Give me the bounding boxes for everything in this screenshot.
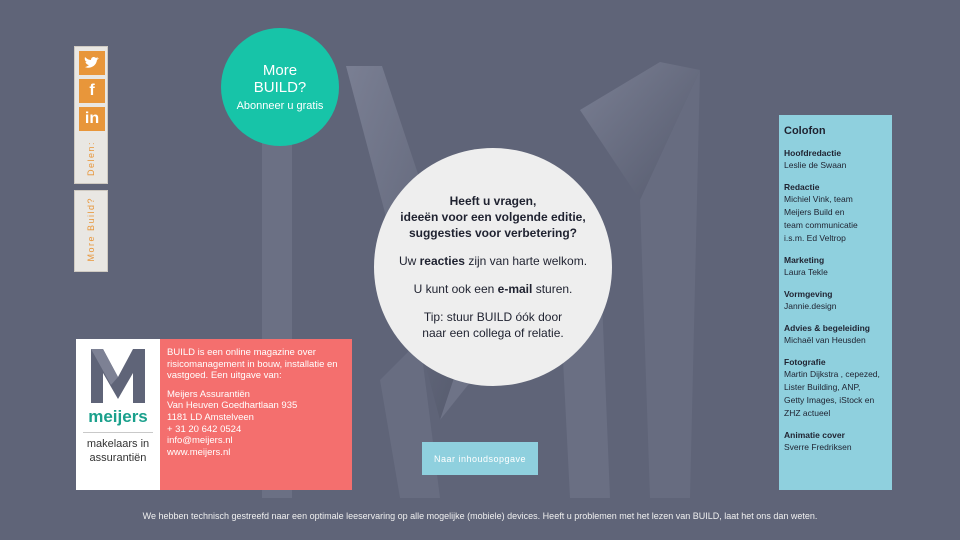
subscribe-title-2: BUILD? bbox=[253, 79, 307, 96]
colofon-value: Lister Building, ANP, bbox=[784, 382, 861, 392]
colofon-value: ZHZ actueel bbox=[784, 408, 831, 418]
publisher-street: Van Heuven Goedhartlaan 935 bbox=[167, 400, 298, 412]
colofon-value: Jannie.design bbox=[784, 301, 837, 311]
publisher-city: 1181 LD Amstelveen bbox=[167, 411, 254, 423]
publisher-company: Meijers Assurantiën bbox=[167, 388, 250, 400]
footer-notice: We hebben technisch gestreefd naar een optimale leeservaring op alle mogelijke (mobiele) devices. Heeft u problemen met het lezen van BUILD, laat het ons dan weten. bbox=[142, 511, 818, 521]
colofon-heading: Advies & begeleiding bbox=[784, 323, 870, 333]
colofon-section bbox=[784, 181, 887, 245]
colofon-title: Colofon bbox=[784, 125, 826, 137]
publisher-website[interactable]: www.meijers.nl bbox=[167, 446, 231, 458]
colofon-section bbox=[784, 254, 887, 279]
subscribe-button[interactable] bbox=[221, 28, 339, 146]
colofon-value: Michaël van Heusden bbox=[784, 335, 866, 345]
colofon-value: Laura Tekle bbox=[784, 267, 828, 277]
colofon-section bbox=[784, 147, 887, 172]
publisher-intro: BUILD is een online magazine over risicomanagement in bouw, installatie en vastgoed. Een uitgave van: bbox=[167, 347, 338, 382]
subscribe-title-1: More bbox=[262, 62, 298, 79]
colofon-value: Sverre Fredriksen bbox=[784, 442, 852, 452]
colofon-value: Meijers Build en bbox=[784, 207, 845, 217]
table-of-contents-button[interactable]: Naar inhoudsopgave bbox=[422, 442, 538, 475]
email-text: U kunt ook een e-mail sturen. bbox=[413, 282, 573, 296]
meijers-m-logo-icon bbox=[89, 347, 147, 405]
tip-text: Tip: stuur BUILD óók door naar een collega of relatie. bbox=[422, 310, 564, 340]
logo-divider bbox=[83, 432, 153, 433]
more-build-label: More Build? bbox=[86, 197, 96, 262]
share-label: Delen: bbox=[86, 141, 96, 177]
contact-circle bbox=[374, 148, 612, 386]
twitter-icon[interactable] bbox=[79, 51, 105, 75]
colofon-value: Getty Images, iStock en bbox=[784, 395, 875, 405]
logo-subtitle: makelaars in assurantiën bbox=[86, 438, 150, 464]
share-strip bbox=[74, 46, 108, 184]
colofon-value: team communicatie bbox=[784, 220, 858, 230]
question-line-1: Heeft u vragen, bbox=[449, 194, 537, 208]
colofon-heading: Redactie bbox=[784, 182, 820, 192]
question-line-2: ideeën voor een volgende editie, bbox=[400, 210, 586, 224]
reactions-text: Uw reacties zijn van harte welkom. bbox=[398, 254, 588, 268]
logo-wordmark: meijers bbox=[88, 407, 148, 426]
colofon-section bbox=[784, 356, 887, 420]
colofon-heading: Animatie cover bbox=[784, 430, 845, 440]
colofon-heading: Vormgeving bbox=[784, 289, 833, 299]
colofon-heading: Hoofdredactie bbox=[784, 148, 842, 158]
colofon-section bbox=[784, 429, 887, 454]
publisher-phone[interactable]: + 31 20 642 0524 bbox=[167, 423, 242, 435]
colofon-section bbox=[784, 288, 887, 313]
colofon-value: Martin Dijkstra , cepezed, bbox=[784, 369, 880, 379]
colofon-value: i.s.m. Ed Veltrop bbox=[784, 233, 846, 243]
colofon-value: Leslie de Swaan bbox=[784, 160, 847, 170]
subscribe-subtitle: Abonneer u gratis bbox=[236, 100, 324, 112]
colofon-section bbox=[784, 322, 887, 347]
email-link[interactable]: e-mail bbox=[497, 282, 533, 296]
colofon-panel bbox=[779, 115, 892, 490]
reactions-link[interactable]: reacties bbox=[419, 254, 465, 268]
meijers-logo[interactable] bbox=[76, 339, 160, 490]
linkedin-icon[interactable]: in bbox=[79, 107, 105, 131]
more-build-tab[interactable] bbox=[74, 190, 108, 272]
publisher-info bbox=[160, 339, 352, 490]
colofon-heading: Marketing bbox=[784, 255, 825, 265]
facebook-icon[interactable]: f bbox=[79, 79, 105, 103]
question-line-3: suggesties voor verbetering? bbox=[408, 226, 578, 240]
publisher-email[interactable]: info@meijers.nl bbox=[167, 435, 233, 447]
colofon-value: Michiel Vink, team bbox=[784, 194, 853, 204]
colofon-heading: Fotografie bbox=[784, 357, 826, 367]
